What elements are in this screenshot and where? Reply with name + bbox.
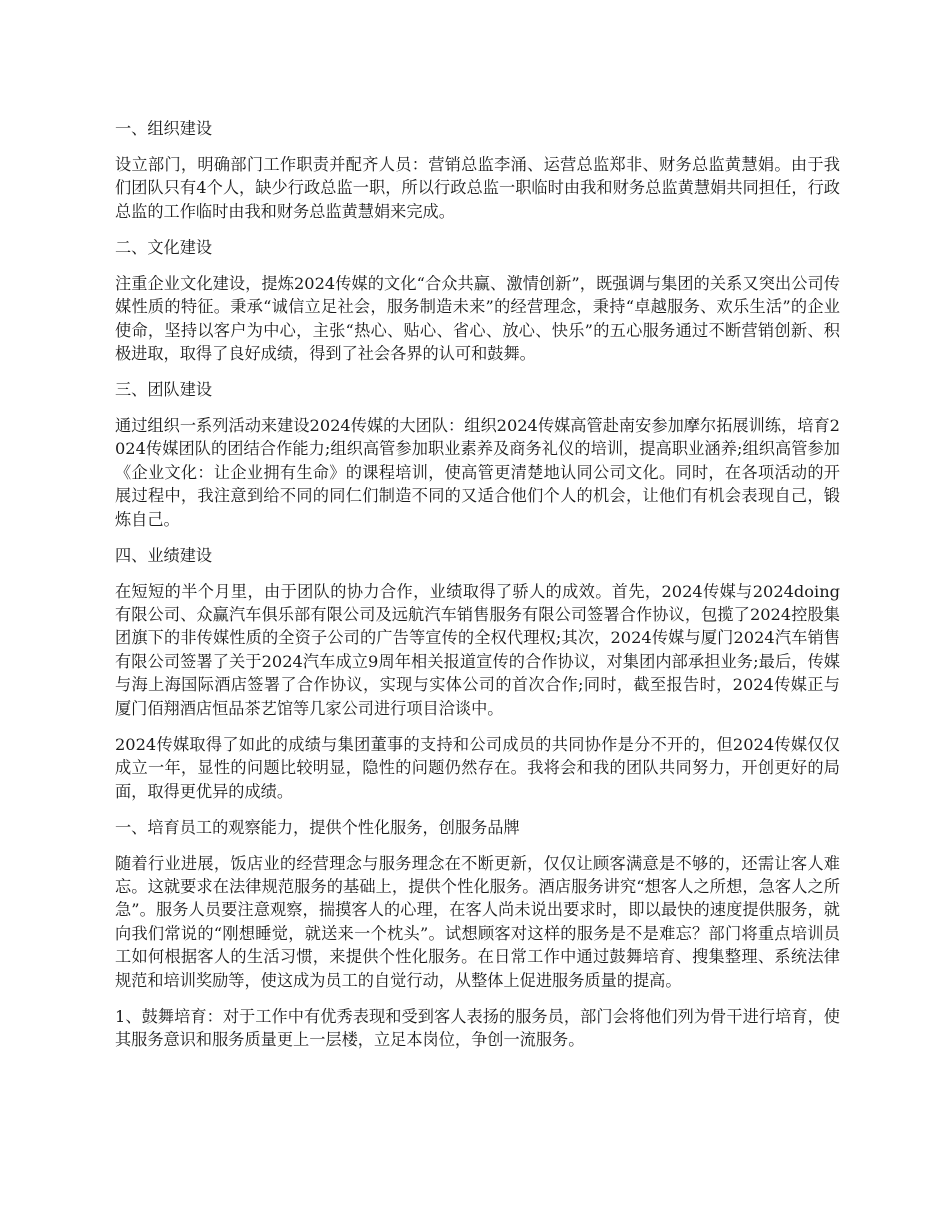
section-heading: 一、组织建设 (115, 119, 213, 138)
section-heading: 二、文化建设 (115, 237, 213, 257)
body-paragraph: 注重企业文化建设，提炼2024传媒的文化“合众共赢、激情创新”，既强调与集团的关系又突出公司传媒性质的特征。秉承“诚信立足社会，服务制造未来”的经营理念，秉持“卓越服务、欢乐生活”的企业使命，坚持以客户为中心，主张“热心、贴心、省心、放心、快乐”的五心服务通过不断营销创新、积极进取，取得了良好成绩，得到了社会各界的认可和鼓舞。 (115, 273, 840, 364)
body-paragraph: 设立部门，明确部门工作职责并配齐人员：营销总监李涌、运营总监郑非、财务总监黄慧娟。由于我们团队只有4个人，缺少行政总监一职，所以行政总监一职临时由我和财务总监黄慧娟共同担任，行政总监的工作临时由我和财务总监黄慧娟来完成。 (115, 155, 840, 221)
body-paragraph: 在短短的半个月里，由于团队的协力合作，业绩取得了骄人的成效。首先，2024传媒与2024doing有限公司、众赢汽车俱乐部有限公司及远航汽车销售服务有限公司签署合作协议，包揽了2024控股集团旗下的非传媒性质的全资子公司的广告等宣传的全权代理权;其次，2024传媒与厦门2024汽车销售有限公司签署了关于2024汽车成立9周年相关报道宣传的合作协议，对集团内部承担业务;最后，传媒与海上海国际酒店签署了合作协议，实现与实体公司的首次合作;同时，截至报告时，2024传媒正与厦门佰翔酒店恒品茶艺馆等几家公司进行项目洽谈中。 (115, 581, 840, 718)
body-paragraph: 随着行业进展，饭店业的经营理念与服务理念在不断更新，仅仅让顾客满意是不够的，还需让客人难忘。这就要求在法律规范服务的基础上，提供个性化服务。酒店服务讲究“想客人之所想，急客人之所急”。服务人员要注意观察，揣摸客人的心理，在客人尚未说出要求时，即以最快的速度提供服务，就向我们常说的“刚想睡觉，就送来一个枕头”。试想顾客对这样的服务是不是难忘？部门将重点培训员工如何根据客人的生活习惯，来提供个性化服务。在日常工作中通过鼓舞培育、搜集整理、系统法律规范和培训奖励等，使这成为员工的自觉行动，从整体上促进服务质量的提高。 (115, 853, 840, 990)
body-paragraph: 1、鼓舞培育：对于工作中有优秀表现和受到客人表扬的服务员，部门会将他们列为骨干进行培育，使其服务意识和服务质量更上一层楼，立足本岗位，争创一流服务。 (115, 1006, 840, 1049)
section-heading: 一、培育员工的观察能力，提供个性化服务，创服务品牌 (115, 817, 520, 837)
document-body (115, 117, 840, 1064)
section-heading: 四、业绩建设 (115, 545, 213, 565)
body-paragraph: 通过组织一系列活动来建设2024传媒的大团队：组织2024传媒高管赴南安参加摩尔拓展训练，培育2024传媒团队的团结合作能力;组织高管参加职业素养及商务礼仪的培训，提高职业涵养;组织高管参加《企业文化：让企业拥有生命》的课程培训，使高管更清楚地认同公司文化。同时，在各项活动的开展过程中，我注意到给不同的同仁们制造不同的又适合他们个人的机会，让他们有机会表现自己，锻炼自己。 (115, 416, 840, 529)
body-paragraph: 2024传媒取得了如此的成绩与集团董事的支持和公司成员的共同协作是分不开的，但2024传媒仅仅成立一年，显性的问题比较明显，隐性的问题仍然存在。我将会和我的团队共同努力，开创更好的局面，取得更优异的成绩。 (115, 734, 840, 801)
section-heading: 三、团队建设 (115, 380, 213, 400)
